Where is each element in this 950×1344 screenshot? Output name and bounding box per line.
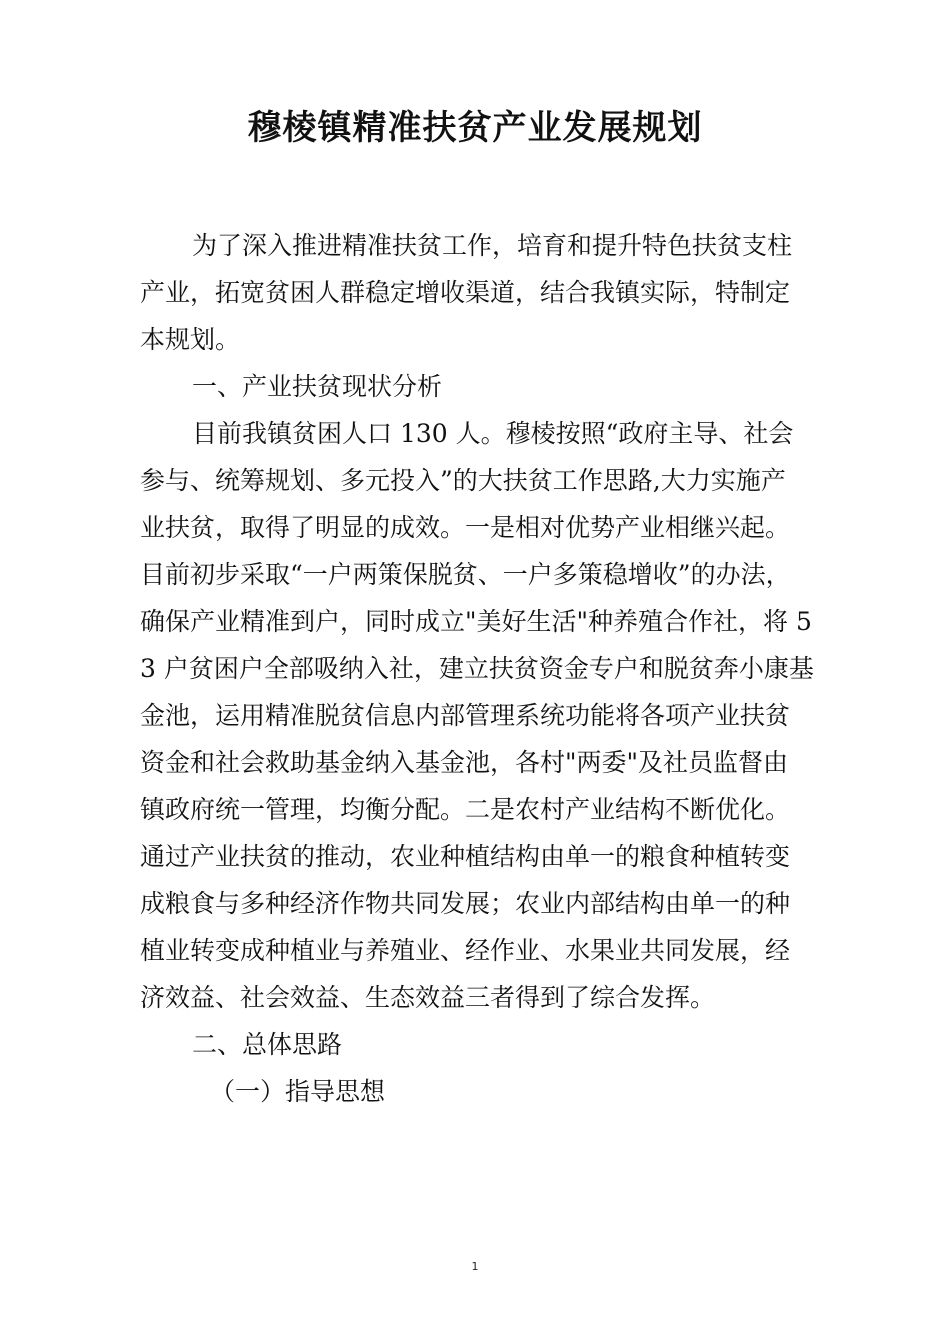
paragraph-line: 资金和社会救助基金纳入基金池，各村"两委"及社员监督由 bbox=[140, 748, 789, 777]
document-body bbox=[140, 222, 830, 1115]
paragraph-line: 植业转变成种植业与养殖业、经作业、水果业共同发展，经 bbox=[140, 936, 791, 965]
paragraph-line: 确保产业精准到户，同时成立"美好生活"种养殖合作社，将 5 bbox=[140, 607, 812, 636]
paragraph-line: 参与、统筹规划、多元投入”的大扶贫工作思路,大力实施产 bbox=[140, 466, 786, 495]
paragraph-line: 目前初步采取“一户两策保脱贫、一户多策稳增收”的办法， bbox=[140, 560, 791, 589]
paragraph-line: 3 户贫困户全部吸纳入社，建立扶贫资金专户和脱贫奔小康基 bbox=[140, 654, 814, 683]
paragraph-line: 金池，运用精准脱贫信息内部管理系统功能将各项产业扶贫 bbox=[140, 701, 791, 730]
paragraph-line: 业扶贫，取得了明显的成效。一是相对优势产业相继兴起。 bbox=[140, 513, 791, 542]
paragraph-line: 通过产业扶贫的推动，农业种植结构由单一的粮食种植转变 bbox=[140, 842, 791, 871]
paragraph-line: 产业，拓宽贫困人群稳定增收渠道，结合我镇实际，特制定 bbox=[140, 278, 791, 307]
paragraph-line: 镇政府统一管理，均衡分配。二是农村产业结构不断优化。 bbox=[140, 795, 791, 824]
section-heading: 二、总体思路 bbox=[192, 1030, 343, 1059]
paragraph-line: 为了深入推进精准扶贫工作，培育和提升特色扶贫支柱 bbox=[192, 231, 793, 260]
subsection-heading: （一）指导思想 bbox=[210, 1077, 386, 1106]
document-title: 穆棱镇精准扶贫产业发展规划 bbox=[247, 108, 703, 148]
paragraph-line: 成粮食与多种经济作物共同发展；农业内部结构由单一的种 bbox=[140, 889, 791, 918]
page-number: 1 bbox=[471, 1260, 479, 1273]
paragraph-line: 本规划。 bbox=[140, 325, 241, 354]
paragraph-line: 济效益、社会效益、生态效益三者得到了综合发挥。 bbox=[140, 983, 716, 1012]
section-heading: 一、产业扶贫现状分析 bbox=[192, 372, 443, 401]
paragraph-line: 目前我镇贫困人口 130 人。穆棱按照“政府主导、社会 bbox=[192, 419, 794, 448]
